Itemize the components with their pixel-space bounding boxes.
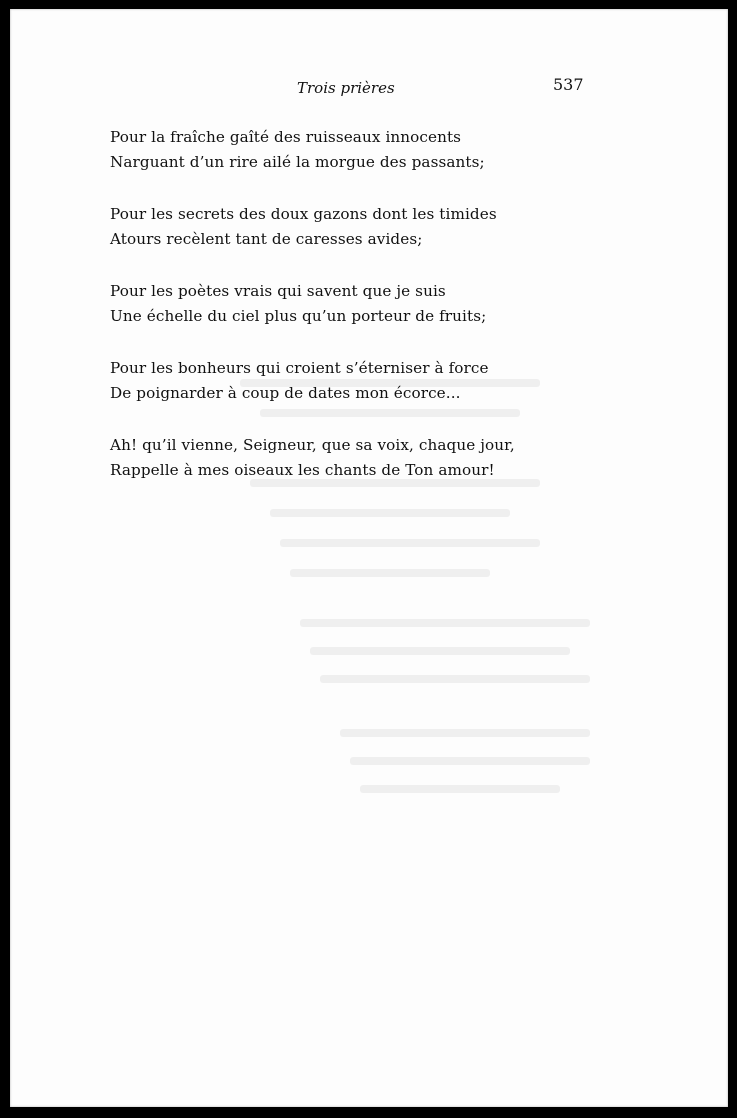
poem-line: Rappelle à mes oiseaux les chants de Ton amour! <box>110 461 495 479</box>
stanza <box>110 202 670 252</box>
poem-line: Pour les poètes vrais qui savent que je suis <box>110 282 446 300</box>
stanza <box>110 433 670 483</box>
poem-line: Narguant d’un rire ailé la morgue des passants; <box>110 153 485 171</box>
poem-line: Atours recèlent tant de caresses avides; <box>110 230 423 248</box>
running-header-title: Trois prières <box>297 79 395 97</box>
stanza <box>110 125 670 175</box>
poem-line: Pour la fraîche gaîté des ruisseaux innocents <box>110 128 462 146</box>
poem-line: Une échelle du ciel plus qu’un porteur de fruits; <box>110 307 487 325</box>
page-number: 537 <box>553 75 584 94</box>
poem-line: Pour les bonheurs qui croient s’éterniser à force <box>110 359 489 377</box>
poem-line: Ah! qu’il vienne, Seigneur, que sa voix, chaque jour, <box>110 436 515 454</box>
book-page <box>10 9 728 1107</box>
poem-body <box>110 125 670 510</box>
stanza <box>110 279 670 329</box>
stanza <box>110 356 670 406</box>
poem-line: De poignarder à coup de dates mon écorce... <box>110 384 461 402</box>
poem-line: Pour les secrets des doux gazons dont les timides <box>110 205 497 223</box>
